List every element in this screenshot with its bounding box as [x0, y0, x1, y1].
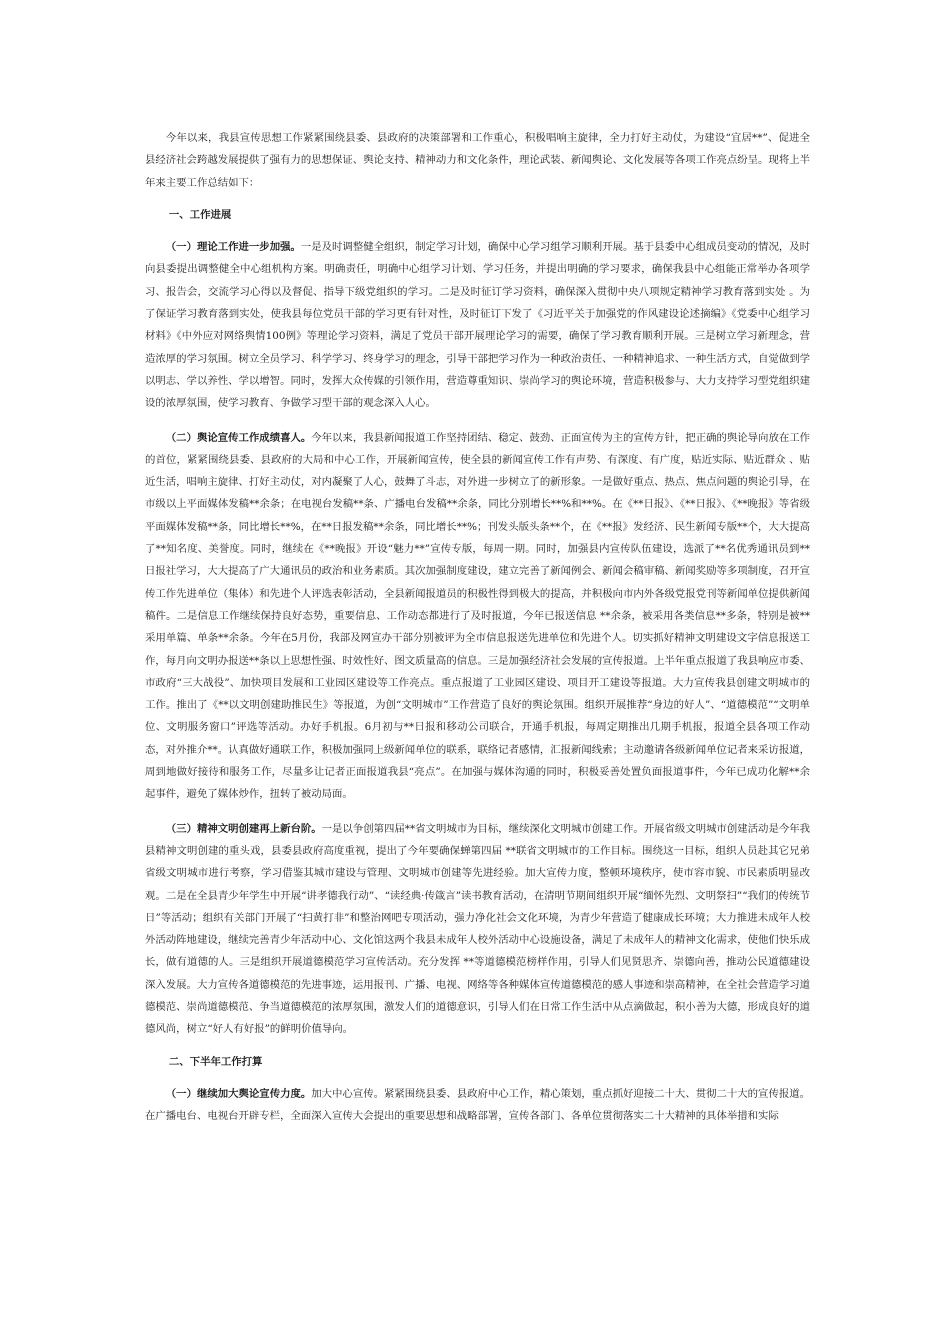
section-heading-plan: 二、下半年工作打算	[168, 1055, 263, 1068]
paragraph-theory-work	[145, 236, 810, 414]
paragraph-theory-work-body: 一是及时调整健全组织，制定学习计划，确保中心学习组学习顺利开展。基于县委中心组成员变动的情况，及时向县委提出调整健全中心组机构方案。明确责任，明确中心组学习计划、学习任务，并提出明确的学习要求，确保我县中心组能正常举办各项学习、报告会，交流学习心得以及督促、指导下级党组织的学习。二是及时征订学习资料，确保深入贯彻中央八项规定精神学习教育落到实处 。为了保证学习教育落到实处，使我县每位党员干部的学习更有针对性，及时征订下发了《习近平关于加强党的作风建设论述摘编》《党委中心组学习材料》《中外应对网络舆情100例》等理论学习资料，满足了党员干部开展理论学习的需要，确保了学习教育顺利开展。三是树立学习新理念，营造浓厚的学习氛围。树立全员学习、科学学习、终身学习的理念，引导干部把学习作为一种政治责任、一种精神追求、一种生活方式，自觉做到学以明志、学以养性、学以增智。同时，发挥大众传媒的引领作用，营造尊重知识、崇尚学习的舆论环境，营造积极参与、大力支持学习型党组织建设的浓厚氛围，使学习教育、争做学习型干部的观念深入人心。	[145, 241, 811, 410]
section-heading-progress: 一、工作进展	[168, 208, 232, 221]
intro-paragraph: 今年以来，我县宣传思想工作紧紧围绕县委、县政府的决策部署和工作重心，积极唱响主旋律，全力打好主动仗，为建设“宜居**”、促进全县经济社会跨越发展提供了强有力的思想保证、舆论支持、精神动力和文化条件，理论武装、新闻舆论、文化发展等各项工作亮点纷呈。现将上半年来主要工作总结如下：	[145, 132, 810, 189]
paragraph-plan-publicity	[145, 1083, 810, 1128]
subheading-publicity-work: （二）舆论宣传工作成绩喜人。	[165, 431, 312, 444]
paragraph-publicity-work	[145, 427, 810, 806]
paragraph-civilization-creation-body: 一是以争创第四届**省文明城市为目标，继续深化文明城市创建工作。开展省级文明城市创建活动是今年我县精神文明创建的重头戏，县委县政府高度重视，提出了今年要确保蝉第四届 **联省文明城市的工作目标。围绕这一目标，组织人员赴其它兄弟省级文明城市进行考察，学习借鉴其城市建设与管理、文明城市创建等先进经验。加大宣传力度，整顿环境秩序，使市容市貌、市民素质明显改观。二是在全县青少年学生中开展“讲孝德我行动”、“读经典·传箴言”读书教育活动，在清明节期间组织开展“缅怀先烈、文明祭扫”“我们的传统节日”等活动；组织有关部门开展了“扫黄打非”和整治网吧专项活动，强力净化社会文化环境，为青少年营造了健康成长环境；大力推进未成年人校外活动阵地建设，继续完善青少年活动中心、文化馆这两个我县未成年人校外活动中心设施设备，满足了未成年人的精神文化需求，使他们快乐成长，做有道德的人。三是组织开展道德模范学习宣传活动。充分发挥 **等道德模范榜样作用，引导人们见贤思齐、崇德向善，推动公民道德建设深入发展。大力宣传各道德模范的先进事迹，运用报刊、广播、电视、网络等各种媒体宣传道德模范的感人事迹和崇高精神，在全社会营造学习道德模范、崇尚道德模范、争当道德模范的浓厚氛围，激发人们的道德意识，引导人们在日常工作生活中从点滴做起，积小善为大德，形成良好的道德风尚，树立“好人有好报”的鲜明价值导向。	[145, 822, 811, 1036]
subheading-plan-publicity: （一）继续加大舆论宣传力度。	[165, 1087, 312, 1100]
paragraph-publicity-work-body: 今年以来，我县新闻报道工作坚持团结、稳定、鼓劲、正面宣传为主的宣传方针，把正确的舆论导向放在工作的首位，紧紧围绕县委、县政府的大局和中心工作，开展新闻宣传，使全县的新闻宣传工作有声势、有深度、有广度，贴近实际、贴近群众 、贴近生活，唱响主旋律、打好主动仗，对内凝聚了人心，鼓舞了斗志，对外进一步树立了的新形象。一是做好重点、热点、焦点问题的舆论引导，在市级以上平面媒体发稿**余条；在电视台发稿**条、广播电台发稿**余条，同比分别增长**%和**%。在《**日报》、《**日报》、《**晚报》等省级平面媒体发稿**条，同比增长**%，在**日报发稿**余条，同比增长**%；刊发头版头条**个，在《**报》发经济、民生新闻专版**个，大大提高了**知名度、美誉度。同时，继续在《**晚报》开设“魅力**”宣传专版，每周一期。同时，加强县内宣传队伍建设，选派了**名优秀通讯员到**日报社学习，大大提高了广大通讯员的政治和业务素质。其次加强制度建设，建立完善了新闻例会、新闻会稿审稿、新闻奖励等多项制度，召开宣传工作先进单位（集体）和先进个人评选表彰活动，全县新闻报道员的积极性得到极大的提高，并积极向市内外各级党报党刊等新闻单位提供新闻稿件。二是信息工作继续保持良好态势，重要信息、工作动态都进行了及时报道，今年已报送信息 **余条，被采用各类信息**多条，特别是被**采用单篇、单条**余条。今年在5月份，我部及网宣办干部分别被评为全市信息报送先进单位和先进个人。切实抓好精神文明建设文字信息报送工作，每月向文明办报送**条以上思想性强、时效性好、图文质量高的信息。三是加强经济社会发展的宣传报道。上半年重点报道了我县响应市委、市政府“三大战役”、加快项目发展和工业园区建设等工作亮点。重点报道了工业园区建设、项目开工建设等报道。大力宣传我县创建文明城市的工作。推出了《**以文明创建助推民生》等报道，为创“文明城市”工作营造了良好的舆论氛围。组织开展推荐“身边的好人”、“道德模范”“文明单位、文明服务窗口”评选等活动。办好手机报。6月初与**日报和移动公司联合，开通手机报，每周定期推出几期手机报，报道全县各项工作动态，对外推介**。认真做好通联工作，积极加强同上级新闻单位的联系，联络记者感情，汇报新闻线索；主动邀请各级新闻单位记者来采访报道，周到地做好接待和服务工作，尽量多让记者正面报道我县“亮点”。在加强与媒体沟通的同时，积极妥善处置负面报道事件，今年已成功化解**余起事件，避免了媒体炒作，扭转了被动局面。	[145, 431, 811, 801]
paragraph-plan-publicity-body: 加大中心宣传。紧紧围绕县委、县政府中心工作，精心策划，重点抓好迎接二十大、贯彻二十大的宣传报道。在广播电台、电视台开辟专栏，全面深入宣传大会提出的重要思想和战略部署，宣传各部门、各单位贯彻落实二十大精神的具体举措和实际	[145, 1087, 811, 1123]
paragraph-civilization-creation	[145, 818, 810, 1041]
subheading-theory-work: （一）理论工作进一步加强。	[165, 241, 301, 254]
document-page	[145, 127, 810, 1127]
subheading-civilization-creation: （三）精神文明创建再上新台阶。	[165, 822, 322, 835]
